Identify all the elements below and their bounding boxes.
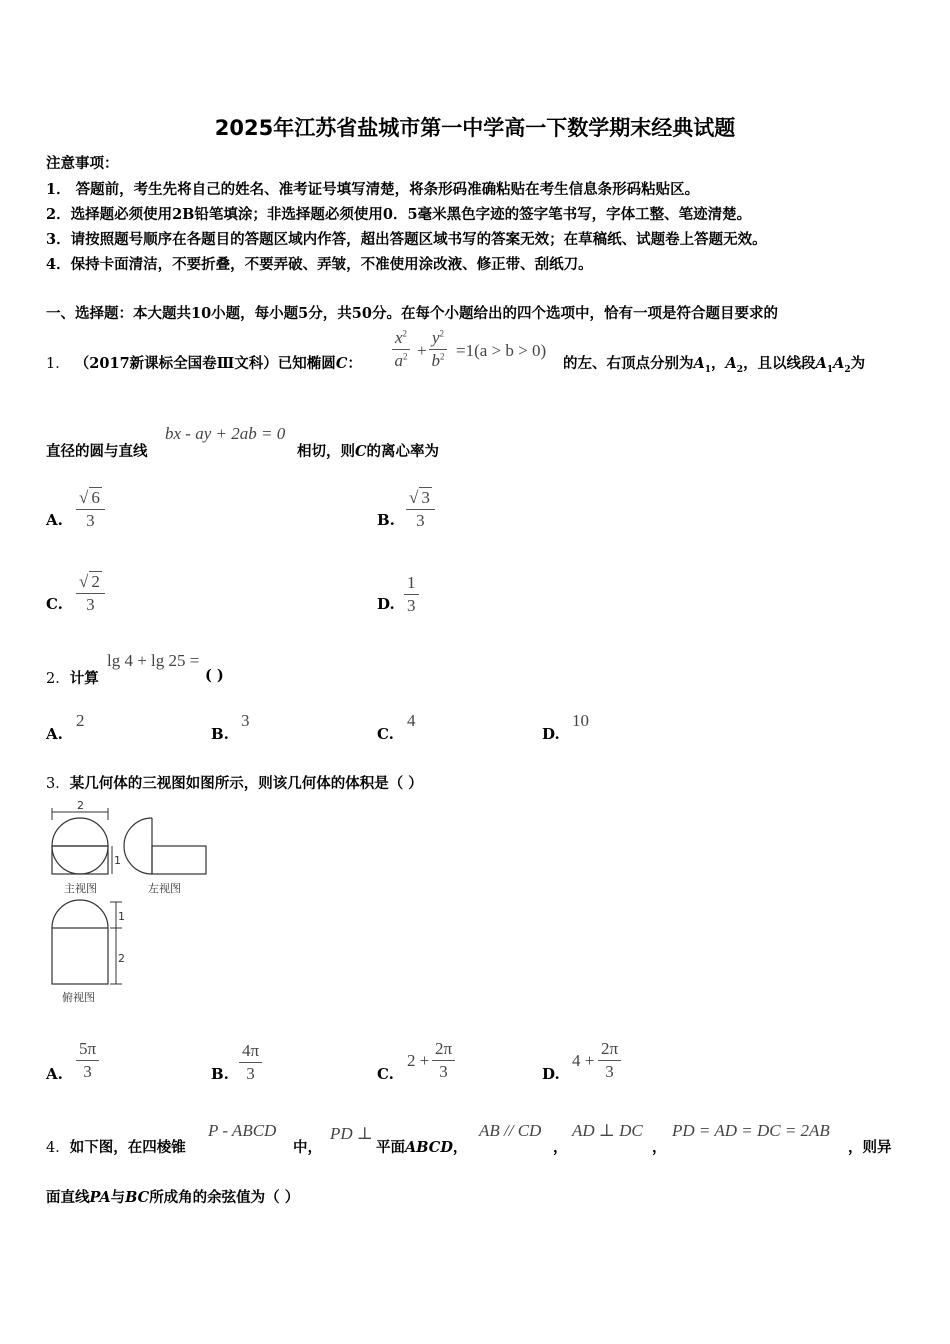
question-1-line-2-tail [297, 440, 439, 461]
notice-item: 3．请按照题号顺序在各题目的答题区域内作答，超出答题区域书写的答案无效；在草稿纸、试题卷上答题无效。 [46, 231, 767, 248]
text: ， [652, 1139, 667, 1156]
option-label: B. [211, 1065, 229, 1083]
arch-shape [52, 900, 108, 928]
top-view-caption: 俯视图 [62, 991, 95, 1004]
question-1-line-1-tail [563, 352, 865, 375]
frac-numerator: 5π [76, 1039, 99, 1061]
option-prefix: 2 + [407, 1051, 430, 1070]
perp-expression: PD ⊥ [330, 1124, 373, 1143]
frac-numerator: 2π [598, 1039, 621, 1061]
option-c-value: $\frac{√ 2}{3}$ [76, 571, 105, 615]
radicand: 3 [421, 488, 430, 507]
question-4-line-2 [46, 1186, 299, 1207]
option-a-value [76, 1039, 99, 1082]
front-view [52, 799, 121, 895]
rect-shape [152, 846, 206, 874]
notice-item: 4．保持卡面清洁，不要折叠，不要弄破、弄皱，不准使用涂改液、修正带、刮纸刀。 [46, 256, 593, 273]
page-title: 2025年江苏省盐城市第一中学高一下数学期末经典试题 [214, 116, 736, 140]
side-view-caption: 左视图 [148, 882, 181, 895]
radicand: 6 [91, 488, 100, 507]
segment-start: A [815, 355, 827, 372]
option-label: A. [46, 725, 63, 743]
option-c-value [432, 1039, 455, 1082]
segment-end: A [833, 355, 845, 372]
dim-label-top: 2 [77, 799, 84, 812]
frac-denominator: 3 [605, 1062, 614, 1081]
option-label: C. [46, 595, 63, 613]
option-label: A. [46, 1065, 63, 1083]
text: 面直线 [46, 1189, 90, 1206]
option-value: 2 [76, 711, 85, 730]
radicand: 2 [91, 572, 100, 591]
frac-numerator: 1 [404, 573, 419, 595]
frac-denominator: 3 [416, 511, 425, 530]
text: 平面 [376, 1139, 405, 1156]
option-d-value [404, 573, 419, 616]
question-4 [46, 1136, 186, 1157]
question-1-line-1 [46, 352, 362, 373]
question-2 [46, 667, 99, 688]
frac-denominator: 3 [439, 1062, 448, 1081]
option-label: C. [377, 1065, 394, 1083]
perp-expression-2: AD ⊥ DC [572, 1121, 643, 1140]
option-b-value: $\frac{√ 3}{3}$ [406, 487, 435, 531]
text: 为 [850, 355, 866, 372]
option-label: A. [46, 511, 63, 529]
question-1-line-2: 直径的圆与直线 [46, 443, 148, 460]
subscript: 1 [826, 364, 834, 375]
text: 的离心率为 [366, 443, 440, 460]
pyramid-name: P - ABCD [208, 1121, 277, 1140]
text: ， [452, 1139, 468, 1156]
frac-numerator: 4π [239, 1041, 262, 1063]
equation-rhs: =1(a > b > 0) [456, 341, 547, 360]
line-pa: PA [89, 1189, 111, 1206]
parallel-expression: AB // CD [479, 1121, 542, 1140]
line-equation: bx - ay + 2ab = 0 [165, 424, 286, 443]
text: 的左、右顶点分别为 [563, 355, 694, 372]
frac-denominator: 3 [86, 511, 95, 530]
option-prefix: 4 + [572, 1051, 595, 1070]
frac-numerator: y [432, 328, 440, 347]
subscript: 2 [736, 364, 744, 375]
option-d-value [598, 1039, 621, 1082]
option-value: 10 [572, 711, 589, 730]
three-view-figure [44, 798, 224, 1010]
dim-label-lower: 2 [118, 952, 125, 965]
text: ，则异 [848, 1139, 892, 1156]
subscript: 2 [844, 364, 851, 375]
frac-denominator: a [394, 351, 404, 370]
text: 相切，则 [297, 443, 355, 460]
answer-paren: ( ) [205, 667, 224, 684]
option-value: 3 [241, 711, 250, 730]
log-expression: lg 4 + lg 25 = [107, 651, 200, 670]
question-3 [46, 772, 423, 793]
frac-denominator: 3 [83, 1062, 92, 1081]
frac-denominator: b [431, 351, 441, 370]
notice-heading: 注意事项： [46, 155, 119, 172]
equal-expression: PD = AD = DC = 2AB [672, 1121, 830, 1140]
text: ，且以线段 [743, 355, 816, 372]
question-number: 1． [46, 356, 70, 372]
text [376, 1136, 467, 1157]
question-number: 3． [46, 776, 70, 792]
line-bc: BC [125, 1189, 150, 1206]
dim-label-upper: 1 [118, 910, 125, 923]
question-source: （2017新课标全国卷Ⅲ文科）已知椭圆 [74, 355, 336, 372]
section-heading: 一、选择题：本大题共10小题，每小题5分，共50分。在每个小题给出的四个选项中，恰有一项是符合题目要求的 [46, 305, 778, 322]
rect-shape [52, 928, 108, 984]
frac-denominator: 3 [86, 595, 95, 614]
dim-label-right: 1 [114, 854, 121, 867]
option-label: D. [542, 1065, 560, 1083]
option-label: B. [377, 511, 395, 529]
plane-name: ABCD [405, 1139, 453, 1156]
notice-item: 2．选择题必须使用2B铅笔填涂；非选择题必须使用0．5毫米黑色字迹的签字笔书写，字体工整、笔迹清楚。 [46, 206, 752, 223]
frac-denominator: 3 [407, 596, 416, 615]
ellipse-name: C [355, 443, 367, 460]
plus-sign: + [417, 341, 427, 360]
option-label: B. [211, 725, 229, 743]
subscript: 1 [704, 364, 712, 375]
rect-shape [52, 846, 108, 874]
text: 中， [293, 1139, 322, 1156]
frac-denominator: 3 [246, 1064, 255, 1083]
ellipse-name: C [335, 355, 348, 372]
question-number: 4． [46, 1140, 70, 1156]
top-view [52, 900, 125, 1004]
vertex-a2: A [725, 355, 737, 372]
option-a-value: $\frac{√ 6}{3}$ [76, 487, 105, 531]
option-label: C. [377, 725, 394, 743]
question-number: 2． [46, 671, 70, 687]
fraction-x2-a2: $\frac{x^2}{a^2}$ [392, 328, 410, 371]
half-circle-shape [124, 818, 152, 874]
option-label: D. [542, 725, 560, 743]
text: ， [553, 1139, 568, 1156]
side-view [124, 818, 206, 895]
notice-item: 1． 答题前，考生先将自己的姓名、准考证号填写清楚，将条形码准确粘贴在考生信息条形码粘贴区。 [46, 181, 700, 198]
text: 计算 [69, 670, 99, 687]
option-value: 4 [407, 711, 416, 730]
option-label: D. [377, 595, 395, 613]
option-b-value [239, 1041, 262, 1084]
text: 与 [110, 1189, 126, 1206]
text: 如下图，在四棱锥 [69, 1139, 186, 1156]
vertex-a1: A [693, 355, 705, 372]
text: ， [711, 355, 726, 372]
front-view-caption: 主视图 [64, 882, 97, 895]
fraction-y2-b2: $\frac{y^2}{b^2}$ [429, 328, 447, 371]
frac-numerator: 2π [432, 1039, 455, 1061]
text: 所成角的余弦值为（ ） [149, 1189, 300, 1206]
colon: ： [347, 355, 362, 372]
text: 某几何体的三视图如图所示，则该几何体的体积是（ ） [69, 775, 423, 792]
frac-numerator: x [395, 328, 403, 347]
